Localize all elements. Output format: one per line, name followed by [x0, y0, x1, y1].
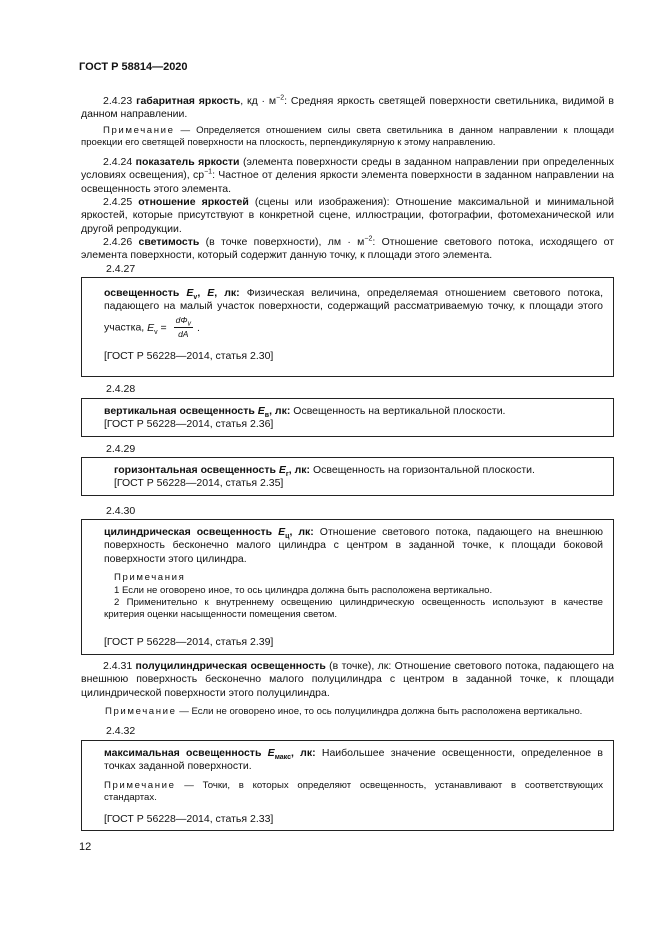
- term-2-4-23: 2.4.23 габаритная яркость, кд · $м^{-2}$: Средняя яркость светящей поверхности светильника, видимой в данном направлении.: [81, 94, 615, 121]
- source-reference: [ГОСТ Р 56228—2014, статья 2.35]: [114, 477, 284, 490]
- term-number-2-4-29: 2.4.29: [106, 443, 136, 455]
- term-definition: цилиндрическая освещенность $E_ц$, лк: Отношение светового потока, падающего на внешнюю поверхность бесконечно малого цилиндра с центром в заданной точке, к площади боковой поверхности этого цилиндра.: [104, 526, 603, 565]
- note-label: Примечание: [104, 779, 176, 791]
- term-definition: горизонтальная освещенность $E_г$, лк: Освещенность на горизонтальной плоскости.: [114, 464, 535, 479]
- term-definition: вертикальная освещенность $E_в$, лк: Освещенность на вертикальной плоскости.: [104, 405, 506, 420]
- term-name: освещенность: [104, 287, 187, 299]
- term-number-2-4-28: 2.4.28: [106, 383, 136, 395]
- note-1: 1 Если не оговорено иное, то ось цилиндра должна быть расположена вертикально.: [114, 584, 493, 596]
- note-2-4-23: [81, 125, 614, 150]
- note-text: — Точки, в которых определяют освещенность, устанавливают в соответствующих стандартах.: [104, 779, 603, 804]
- source-reference: [ГОСТ Р 56228—2014, статья 2.33]: [104, 812, 274, 825]
- term-number: 2.4.25: [103, 196, 133, 208]
- term-2-4-31: 2.4.31 полуцилиндрическая освещенность (в точке), лк: Отношение светового потока, падающего на внешнюю поверхность бесконечно малого полуцилиндра с центром в заданной точке, к площади цилиндрической поверхности этого полуцилиндра.: [81, 660, 614, 699]
- term-number-2-4-30: 2.4.30: [106, 505, 136, 517]
- term-number-2-4-32: 2.4.32: [106, 725, 136, 737]
- term-number: 2.4.31: [103, 660, 133, 672]
- formula: $E_v$ = $\frac{d\Phi_v}{dA}$ .: [147, 314, 200, 340]
- term-number: 2.4.26: [103, 236, 133, 248]
- term-number: 2.4.24: [103, 156, 133, 168]
- term-number-2-4-27: 2.4.27: [106, 263, 136, 275]
- term-box-2-4-29: [81, 457, 614, 496]
- source-reference: [ГОСТ Р 56228—2014, статья 2.30]: [104, 349, 274, 362]
- term-name: показатель яркости: [135, 156, 240, 168]
- note-text: — Определяется отношением силы света светильника в данном направлении к площади проекции его светящей поверхности на плоскость, перпендикулярную к этому направлению.: [81, 125, 614, 149]
- notes-label: Примечания: [114, 572, 186, 584]
- term-box-2-4-28: [81, 398, 614, 437]
- term-name: полуцилиндрическая освещенность: [135, 660, 326, 672]
- note-label: Примечание: [103, 125, 175, 136]
- term-2-4-26: 2.4.26 светимость (в точке поверхности), лм · $м^{-2}$: Отношение светового потока, исходящего от элемента поверхности, который содержит данную точку, к площади этого элемента.: [81, 235, 614, 262]
- source-reference: [ГОСТ Р 56228—2014, статья 2.36]: [104, 418, 274, 431]
- term-2-4-24: 2.4.24 показатель яркости (элемента поверхности среды в заданном направлении при определенных условиях освещения), $ср^{-1}$: Частное от деления яркости элемента поверхности в заданном направлении на освещенность этого элемента.: [81, 156, 614, 195]
- document-header: ГОСТ Р 58814—2020: [79, 61, 188, 73]
- term-box-2-4-32: [81, 740, 614, 831]
- term-name: вертикальная освещенность: [104, 405, 258, 417]
- term-2-4-25: 2.4.25 отношение яркостей (сцены или изображения): Отношение максимальной и минимальной яркостей, которые присутствуют в конкретной сцене, иллюстрации, фотографии, фотомеханической или другой репродукции.: [81, 196, 615, 235]
- term-box-2-4-30: [81, 519, 614, 655]
- term-name: отношение яркостей: [138, 196, 249, 208]
- term-name: цилиндрическая освещенность: [104, 526, 279, 538]
- term-box-2-4-27: [81, 277, 614, 377]
- note-text: — Если не оговорено иное, то ось полуцилиндра должна быть расположена вертикально.: [176, 706, 583, 717]
- term-name: светимость: [138, 236, 200, 248]
- term-definition: максимальная освещенность $E_{макс}$, лк: Наибольшее значение освещенности, определенное в точках заданной поверхности.: [104, 747, 603, 773]
- note-2-4-31: [105, 706, 614, 718]
- note-2-4-32: [104, 780, 603, 805]
- term-name: габаритная яркость: [136, 95, 241, 107]
- note-2: 2 Применительно к внутреннему освещению цилиндрическую освещенность используют в качестве критерия оценки насыщенности помещения светом.: [104, 597, 603, 621]
- page-number: 12: [79, 841, 92, 853]
- term-name: максимальная освещенность: [104, 747, 268, 759]
- note-label: Примечание: [105, 706, 177, 717]
- source-reference: [ГОСТ Р 56228—2014, статья 2.39]: [104, 635, 274, 648]
- term-definition: : Средняя яркость светящей поверхности светильника, видимой в данном направлении.: [81, 95, 615, 121]
- term-name: горизонтальная освещенность: [114, 464, 279, 476]
- term-definition: освещенность $E_v$, E, лк: Физическая величина, определяемая отношением светового потока, падающего на малый участок поверхности, содержащий рассматриваемую точку, к площади этого участка, $E_v$ = $\frac{d\Phi_v}{dA}$ .: [104, 287, 603, 340]
- term-number: 2.4.23: [103, 95, 133, 107]
